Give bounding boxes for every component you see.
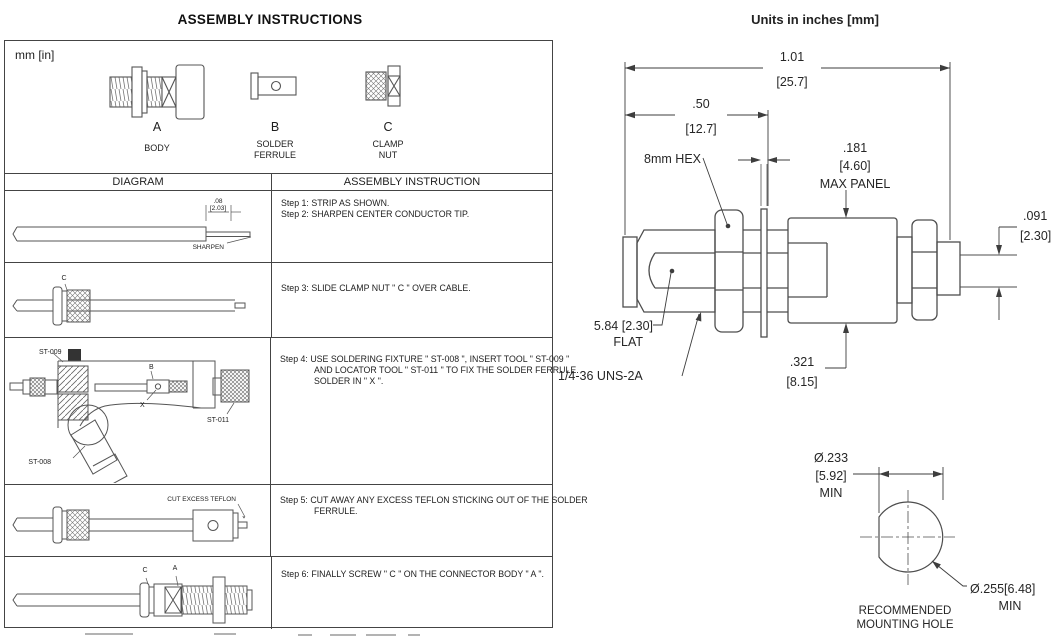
dim-panel-mm: [4.60] — [839, 159, 871, 173]
dim-panel-in: .181 — [842, 141, 868, 155]
clamp-nut-c-label: C — [61, 275, 67, 282]
dimension-lines — [625, 62, 1017, 376]
diagram-strip-cable — [5, 191, 272, 262]
flat-dim: 5.84 [2.30] — [593, 319, 653, 333]
parts-row — [5, 41, 552, 173]
hole-dia1-min: MIN — [819, 486, 843, 500]
st009-label: ST-009 — [39, 349, 62, 356]
table-header — [5, 173, 552, 191]
hole-dia2: Ø.255[6.48] — [970, 582, 1036, 596]
dim-half-mm: [12.7] — [685, 122, 717, 136]
cut-teflon-label: CUT EXCESS TEFLON — [167, 496, 236, 503]
part-b-name-1: SOLDER — [256, 139, 294, 149]
instruction-line: Step 6: FINALLY SCREW " C " ON THE CONNECTOR BODY " A ". — [281, 569, 544, 579]
instruction-line: Step 2: SHARPEN CENTER CONDUCTOR TIP. — [281, 209, 470, 219]
part-a-figure — [110, 65, 204, 119]
diagram-final-assembly — [5, 557, 272, 629]
dim-overall-in: 1.01 — [779, 50, 805, 64]
hole-dia2-min: MIN — [998, 599, 1022, 613]
dim-body-mm: [8.15] — [786, 375, 818, 389]
hex-label: 8mm HEX — [644, 152, 701, 166]
dimension-drawing — [555, 30, 1064, 640]
part-a-letter: A — [152, 120, 162, 134]
strip-dim-bottom: [2.03] — [209, 205, 227, 212]
table-row — [5, 338, 579, 485]
instruction-line: SOLDER IN " X ". — [314, 376, 384, 386]
solder-x-label: X — [140, 402, 145, 409]
diagram-cut-teflon — [5, 485, 271, 556]
thread-spec: 1/4-36 UNS-2A — [558, 369, 643, 383]
hole-dia1-mm: [5.92] — [815, 469, 847, 483]
hole-caption-2: MOUNTING HOLE — [856, 619, 954, 631]
page-title: ASSEMBLY INSTRUCTIONS — [177, 12, 363, 27]
connector-side-view — [623, 209, 1017, 337]
dim-overall-mm: [25.7] — [776, 75, 808, 89]
table-row — [5, 263, 552, 338]
part-b-letter: B — [270, 120, 280, 134]
units-note-left: mm [in] — [15, 48, 55, 62]
col-diagram: DIAGRAM — [5, 174, 272, 190]
mounting-hole-dims — [853, 467, 967, 586]
tool-b-label: B — [149, 364, 154, 371]
hole-caption-1: RECOMMENDED — [858, 605, 952, 617]
assembly-table — [4, 40, 588, 628]
instruction-line: Step 4: USE SOLDERING FIXTURE " ST-008 ", INSERT TOOL " ST-009 " — [280, 354, 570, 364]
diagram-solder-fixture — [5, 338, 271, 484]
final-c-label: C — [142, 567, 148, 574]
instruction-line: Step 5: CUT AWAY ANY EXCESS TEFLON STICKING OUT OF THE SOLDER — [280, 495, 588, 505]
part-b-figure — [251, 73, 296, 99]
mounting-hole-view — [860, 490, 955, 585]
instruction-line: FERRULE. — [314, 506, 358, 516]
part-c-name-2: NUT — [378, 150, 398, 160]
diagram-clamp-nut — [5, 263, 272, 337]
strip-dim-top: .08 — [213, 198, 223, 205]
part-a-name: BODY — [144, 143, 170, 153]
max-panel-note: MAX PANEL — [819, 177, 891, 191]
table-row — [5, 485, 588, 557]
st008-label: ST-008 — [28, 459, 51, 466]
parts-figure — [5, 41, 554, 172]
table-row — [5, 191, 552, 263]
hole-dia1: Ø.233 — [813, 451, 849, 465]
instruction-line: Step 1: STRIP AS SHOWN. — [281, 198, 390, 208]
sharpen-label: SHARPEN — [192, 244, 224, 251]
dim-body-in: .321 — [789, 355, 815, 369]
dim-pin-in: .091 — [1023, 209, 1048, 223]
part-b-name-2: FERRULE — [253, 150, 297, 160]
part-c-letter: C — [383, 120, 393, 134]
instruction-line: Step 3: SLIDE CLAMP NUT " C " OVER CABLE. — [281, 283, 471, 293]
part-c-figure — [366, 66, 400, 106]
dim-half-in: .50 — [692, 97, 710, 111]
dim-pin-mm: [2.30] — [1020, 229, 1052, 243]
st011-label: ST-011 — [207, 417, 230, 424]
units-note-right: Units in inches [mm] — [751, 12, 879, 27]
table-row — [5, 557, 552, 629]
col-instruction: ASSEMBLY INSTRUCTION — [343, 176, 481, 188]
instruction-line: AND LOCATOR TOOL " ST-011 " TO FIX THE SOLDER FERRULE. — [314, 365, 579, 375]
final-a-label: A — [172, 565, 178, 572]
part-c-name-1: CLAMP — [372, 139, 404, 149]
flat-note: FLAT — [613, 335, 643, 349]
